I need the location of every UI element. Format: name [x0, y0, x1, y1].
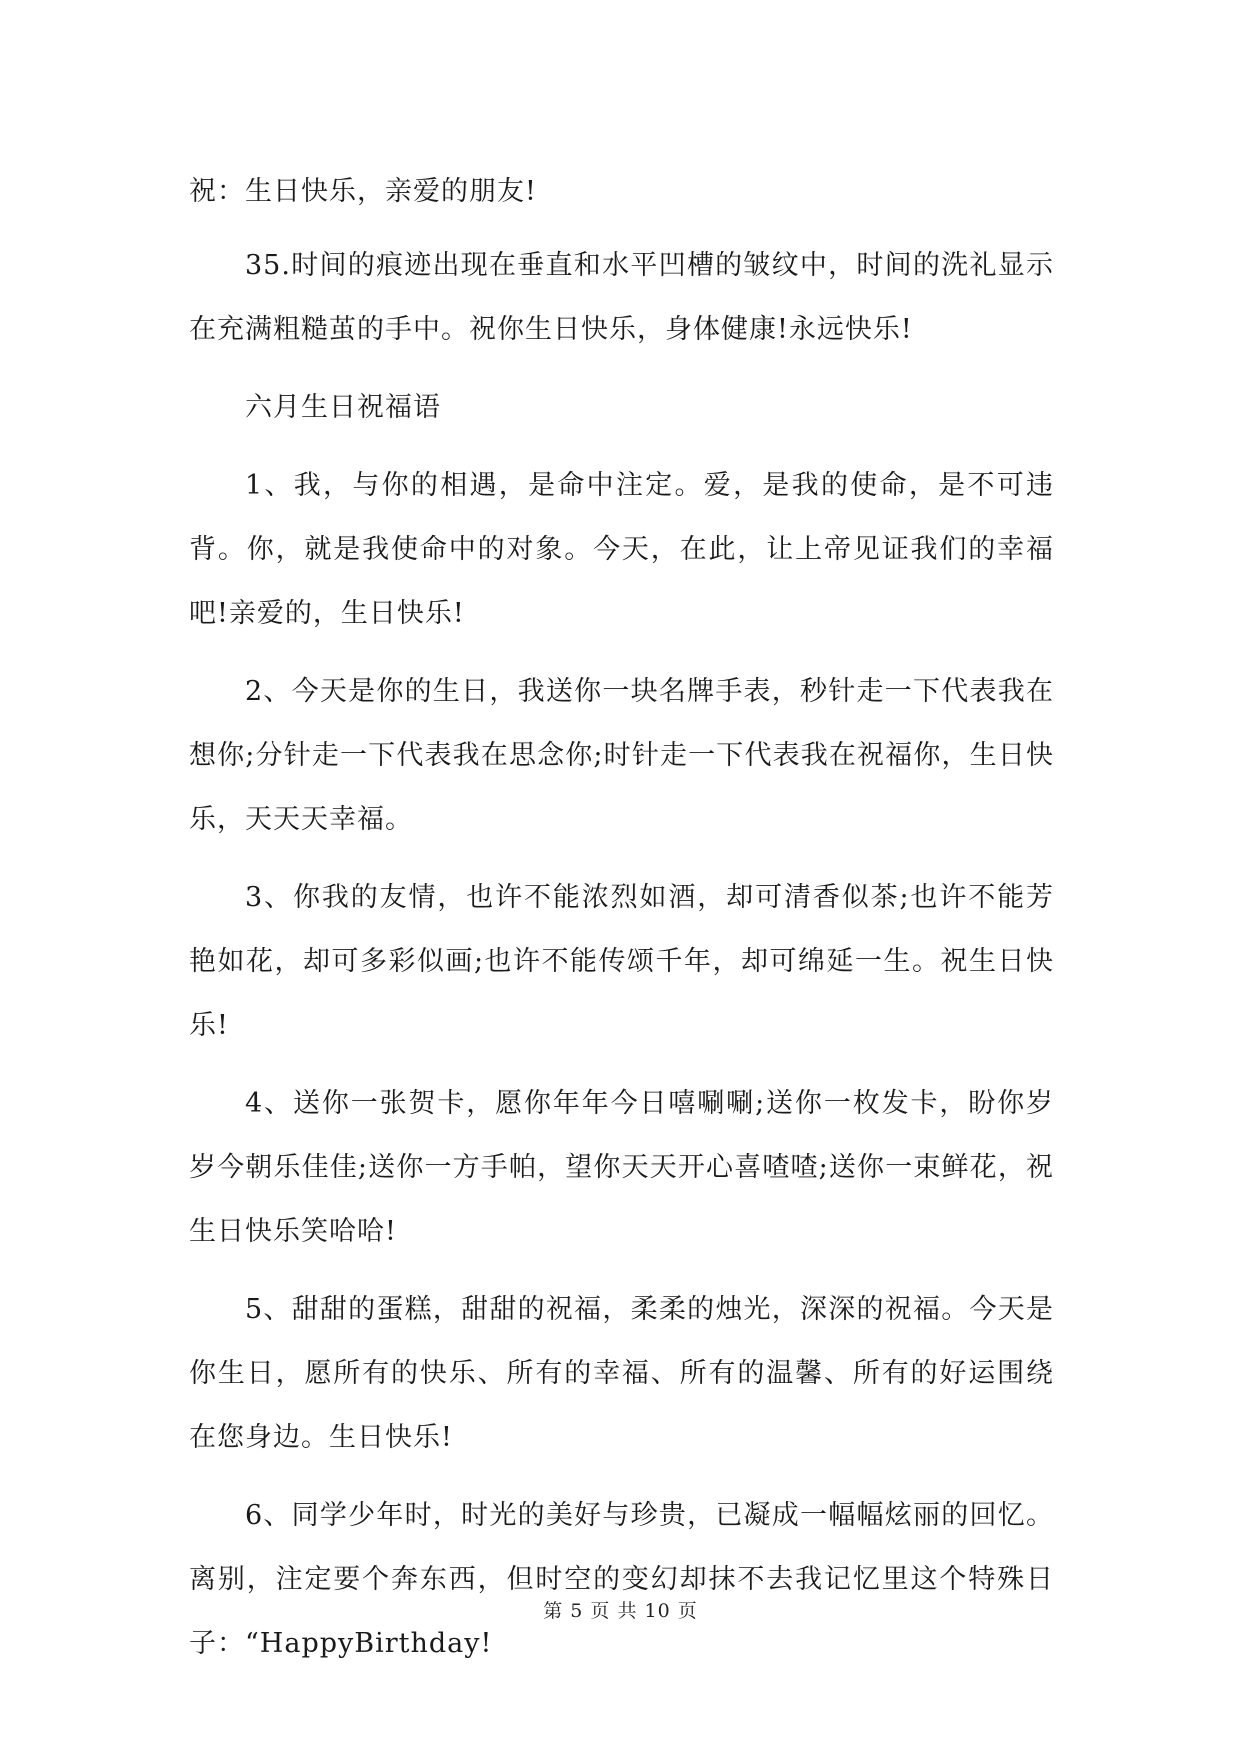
paragraph-item-4: 4、送你一张贺卡，愿你年年今日嘻唰唰;送你一枚发卡，盼你岁岁今朝乐佳佳;送你一方手帕，望你天天开心喜喳喳;送你一束鲜花，祝生日快乐笑哈哈! [189, 1088, 1054, 1247]
paragraph-item-6: 6、同学少年时，时光的美好与珍贵，已凝成一幅幅炫丽的回忆。离别，注定要个奔东西，但时空的变幻却抹不去我记忆里这个特殊日子：“HappyBirthday! [189, 1500, 1054, 1659]
section-heading: 六月生日祝福语 [245, 392, 441, 423]
paragraph-greeting-closing: 祝：生日快乐，亲爱的朋友! [189, 176, 537, 207]
paragraph-item-3: 3、你我的友情，也许不能浓烈如酒，却可清香似茶;也许不能芳艳如花，却可多彩似画;也许不能传颂千年，却可绵延一生。祝生日快乐! [189, 882, 1054, 1041]
document-body [189, 160, 1054, 1690]
paragraph-item-1: 1、我，与你的相遇，是命中注定。爱，是我的使命，是不可违背。你，就是我使命中的对象。今天，在此，让上帝见证我们的幸福吧!亲爱的，生日快乐! [189, 470, 1054, 629]
paragraph-item-2: 2、今天是你的生日，我送你一块名牌手表，秒针走一下代表我在想你;分针走一下代表我在思念你;时针走一下代表我在祝福你，生日快乐，天天天幸福。 [189, 676, 1054, 835]
page-number-footer: 第 5 页 共 10 页 [543, 1600, 698, 1622]
paragraph-item-35: 35.时间的痕迹出现在垂直和水平凹槽的皱纹中，时间的洗礼显示在充满粗糙茧的手中。祝你生日快乐，身体健康!永远快乐! [189, 250, 1054, 345]
paragraph-item-5: 5、甜甜的蛋糕，甜甜的祝福，柔柔的烛光，深深的祝福。今天是你生日，愿所有的快乐、所有的幸福、所有的温馨、所有的好运围绕在您身边。生日快乐! [189, 1294, 1054, 1453]
